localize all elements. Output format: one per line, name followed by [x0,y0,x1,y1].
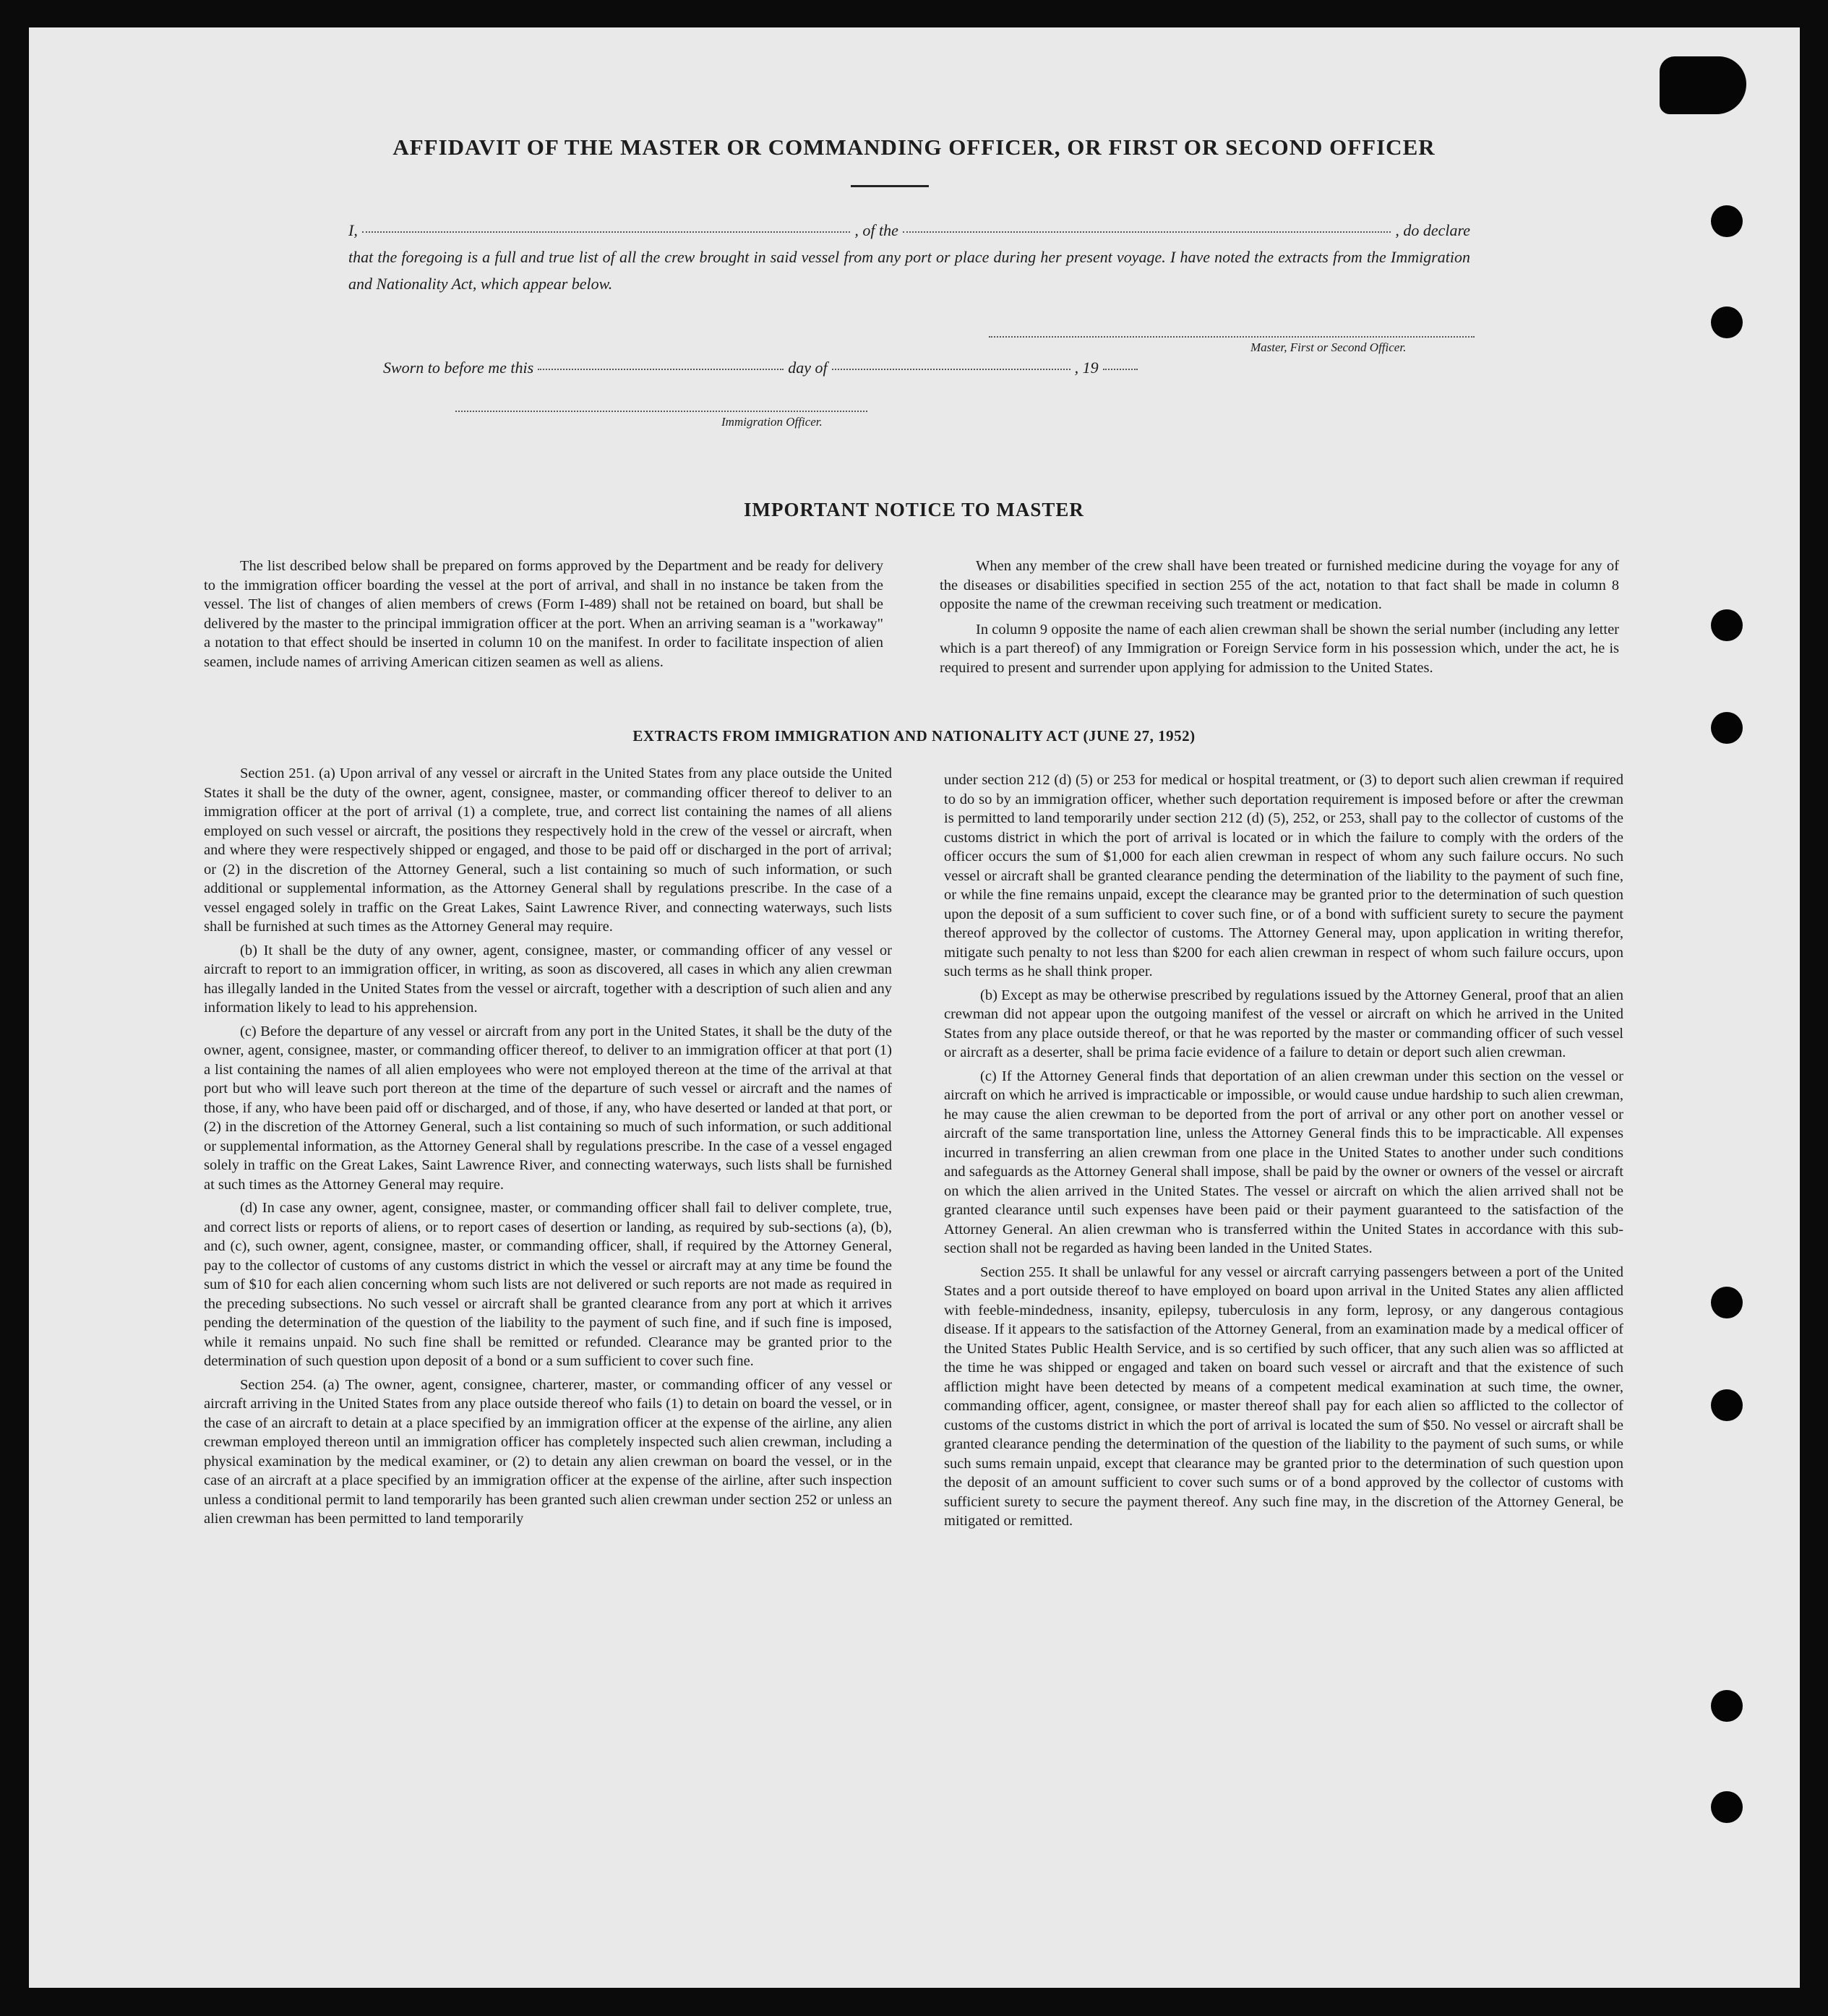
binder-hole [1711,609,1743,641]
extract-paragraph: Section 251. (a) Upon arrival of any vessel or aircraft in the United States from any place outside the United States it shall be the duty of the owner, agent, consignee, master, or commanding officer thereof to deliver to an immigration officer at the port of arrival (1) a complete, true, and correct list containing the names of all aliens employed on such vessel or aircraft, the positions they respectively hold in the crew of the vessel or aircraft, when and where they were respectively shipped or engaged, and those to be paid off or discharged in the port of arrival; or (2) in the discretion of the Attorney General, such a list containing so much of such information, or such additional or supplemental information, as the Attorney General shall by regulations prescribe. In the case of a vessel engaged solely in traffic on the Great Lakes, Saint Lawrence River, and connecting waterways, such lists shall be furnished at such times as the Attorney General may require. [204,765,892,935]
extract-paragraph: Section 254. (a) The owner, agent, consignee, charterer, master, or commanding officer of any vessel or aircraft arriving in the United States from any place outside thereof who fails (1) to detain on board the vessel, or in the case of an aircraft to detain at a place specified by an immigration officer at the expense of the airline, any alien crewman employed thereon until an immigration officer has completely inspected such alien crewman, including a physical examination by the medical examiner, or (2) to detain any alien crewman on board the vessel, or in the case of an aircraft at a place specified by an immigration officer at the expense of the airline, after such inspection unless a conditional permit to land temporarily has been granted such alien crewman under section 252 or unless an alien crewman has been permitted to land temporarily [204,1376,892,1527]
extract-paragraph: (b) Except as may be otherwise prescribed by regulations issued by the Attorney General, proof that an alien crewman did not appear upon the outgoing manifest of the vessel or aircraft on which he arrived in the United States from any place outside thereof, or that he was reported by the master or commanding officer of such vessel or aircraft as a deserter, shall be prima facie evidence of a failure to detain or deport such alien crewman. [944,987,1623,1060]
sworn-label: Sworn to before me this [383,359,534,377]
binder-hole [1711,1287,1743,1318]
master-signature-line[interactable] [989,336,1475,338]
declaration-i: I, [348,221,358,239]
notice-left [204,557,883,677]
declaration-line [348,217,1470,244]
notice-left-paragraph: The list described below shall be prepared on forms approved by the Department and be ready for delivery to the immigration officer boarding the vessel at the port of arrival, and shall in no instance be taken from the vessel. The list of changes of alien members of crews (Form I-489) shall not be retained on board, but shall be delivered by the master to the principal immigration officer at the port. When an arriving seaman is a "workaway" a notation to that effect should be inserted in column 10 on the manifest. In order to facilitate inspection of alien seamen, include names of arriving American citizen seamen as well as aliens. [204,558,883,670]
sworn-day-field[interactable] [538,369,784,370]
declaration-text: that the foregoing is a full and true list of all the crew brought in said vessel from any port or place during her present voyage. I have noted the extracts from the Immigration and Nationality Act, which appear below. [348,248,1470,293]
notice-right-paragraph: In column 9 opposite the name of each alien crewman shall be shown the serial number (including any letter which is a part thereof) of any Immigration or Foreign Service form in his possession which, under the act, he is required to present and surrender upon applying for admission to the United States. [940,621,1619,676]
binder-hole [1711,306,1743,338]
sworn-month-field[interactable] [832,369,1070,370]
notice-heading: IMPORTANT NOTICE TO MASTER [744,499,1084,520]
officer-caption: Immigration Officer. [721,415,823,429]
notice-right [940,557,1619,683]
sworn-year: , 19 [1074,359,1099,377]
torn-corner [1660,56,1746,114]
master-caption: Master, First or Second Officer. [1250,340,1407,354]
sworn-year-field[interactable] [1103,369,1138,370]
extract-paragraph: (d) In case any owner, agent, consignee, master, or commanding officer shall fail to deliver complete, true, and correct lists or reports of aliens, or to report cases of desertion or landing, as required by sub-sections (a), (b), and (c), such owner, agent, consignee, master, or commanding officer, shall, if required by the Attorney General, pay to the collector of customs of any customs district in which the vessel or aircraft may at any time be found the sum of $10 for each alien concerning whom such lists are not delivered or such reports are not made as required in the preceding subsections. No such vessel or aircraft shall be granted clearance from any port at which it arrives pending the determination of the question of the liability to the payment of such fine, and if such fine is imposed, while it remains unpaid. No such fine shall be remitted or refunded. Clearance may be granted prior to the determination of such question upon deposit of a bond or a sum sufficient to cover such fine. [204,1200,892,1369]
binder-hole [1711,205,1743,237]
vessel-field[interactable] [903,231,1391,233]
declaration [348,217,1470,297]
title-rule [851,185,929,187]
sworn-day-of: day of [788,359,828,377]
declaration-of-the: , of the [854,221,898,239]
extracts-heading: EXTRACTS FROM IMMIGRATION AND NATIONALITY ACT (JUNE 27, 1952) [632,727,1196,745]
binder-hole [1711,1791,1743,1823]
notice-right-paragraph: When any member of the crew shall have been treated or furnished medicine during the voyage for any of the diseases or disabilities specified in section 255 of the act, notation to that fact shall be made in column 8 opposite the name of the crewman receiving such treatment or medication. [940,558,1619,612]
binder-hole [1711,1690,1743,1722]
binder-hole [1711,1389,1743,1421]
declaration-do-declare: , do declare [1395,221,1471,239]
officer-signature-line[interactable] [455,411,867,412]
extract-paragraph: under section 212 (d) (5) or 253 for medical or hospital treatment, or (3) to deport such alien crewman if required to do so by an immigration officer, whether such deportation requirement is imposed before or after the crewman is permitted to land temporarily under section 212 (d) (5), 252, or 253, shall pay to the collector of customs of the customs district in which the port of arrival is located or in which the failure to comply with the orders of the officer occurs the sum of $1,000 for each alien crewman in respect of whom any such failure occurs. No such vessel or aircraft shall be granted clearance pending the determination of the liability to the payment of such fine, or while the fine remains unpaid, except the clearance may be granted prior to the determination of such question upon the deposit of a sum sufficient to cover such fine, or of a bond with sufficient surety to secure the payment thereof approved by the collector of customs. The Attorney General may, upon application in writing therefor, mitigate such penalty to not less than $200 for each alien crewman in respect of whom such failure occurs, upon such terms as he shall think proper. [944,772,1623,979]
affidavit-title: AFFIDAVIT OF THE MASTER OR COMMANDING OFFICER, OR FIRST OR SECOND OFFICER [392,134,1436,160]
extract-paragraph: Section 255. It shall be unlawful for any vessel or aircraft carrying passengers between a port of the United States and a port outside thereof to have employed on board upon arrival in the United States any alien afflicted with feeble-mindedness, insanity, epilepsy, tuberculosis in any form, leprosy, or any dangerous contagious disease. If it appears to the satisfaction of the Attorney General, from an examination made by a medical officer of the United States Public Health Service, and is so certified by such officer, that any such alien was so afflicted at the time he was shipped or engaged and taken on board such vessel or aircraft and that the existence of such affliction might have been detected by means of a competent medical examination at such time, the owner, commanding officer, agent, consignee, or master thereof shall pay for each alien so afflicted to the collector of customs of the customs district in which the port of arrival is located the sum of $50. No vessel or aircraft shall be granted clearance pending the determination of the question of the liability to the payment of such sums, or while such sums remain unpaid, except that clearance may be granted prior to the determination of such question upon the deposit of an amount sufficient to cover such sums or of a bond approved by the collector of customs with sufficient surety to secure the payment thereof. Any such fine may, in the discretion of the Attorney General, be mitigated or remitted. [944,1264,1623,1529]
extract-paragraph: (c) If the Attorney General finds that deportation of an alien crewman under this section on the vessel or aircraft on which he arrived is impracticable or impossible, or would cause undue hardship to such alien crewman, he may cause the alien crewman to be deported from the port of arrival or any other port on another vessel or aircraft of the same transportation line, unless the Attorney General finds this to be impracticable. All expenses incurred in transferring an alien crewman from one place in the United States to another under such conditions and safeguards as the Attorney General shall impose, shall be paid by the owner or owners of the vessel or aircraft on which the alien arrived in the United States. The vessel or aircraft on which the alien arrived shall not be granted clearance until such expenses have been paid or their payment guaranteed to the satisfaction of the Attorney General. An alien crewman who is transferred within the United States in accordance with this sub-section shall not be regarded as having been landed in the United States. [944,1068,1623,1256]
name-field[interactable] [362,231,851,233]
extracts-left [204,764,892,1533]
extracts-right [944,771,1623,1535]
sworn-line [383,359,1200,377]
extract-paragraph: (c) Before the departure of any vessel or aircraft from any port in the United States, it shall be the duty of the owner, agent, consignee, master, or commanding officer thereof, to deliver to an immigration officer at that port (1) a list containing the names of all alien employees who were not employed thereon at the time of the arrival at that port but who will leave such port thereon at the time of the departure of such vessel or aircraft and the names of those, if any, who have been paid off or discharged, and of those, if any, who have deserted or landed at that port, or (2) in the discretion of the Attorney General, such a list containing so much of such information, or such additional or supplemental information, as the Attorney General shall by regulations prescribe. In the case of a vessel engaged solely in traffic on the Great Lakes, Saint Lawrence River, and connecting waterways, such lists shall be furnished at such times as the Attorney General may require. [204,1023,892,1193]
extract-paragraph: (b) It shall be the duty of any owner, agent, consignee, master, or commanding officer of any vessel or aircraft to report to an immigration officer, in writing, as soon as discovered, all cases in which any alien crewman has illegally landed in the United States from the vessel or aircraft, together with a description of such alien and any information likely to lead to his apprehension. [204,942,892,1016]
